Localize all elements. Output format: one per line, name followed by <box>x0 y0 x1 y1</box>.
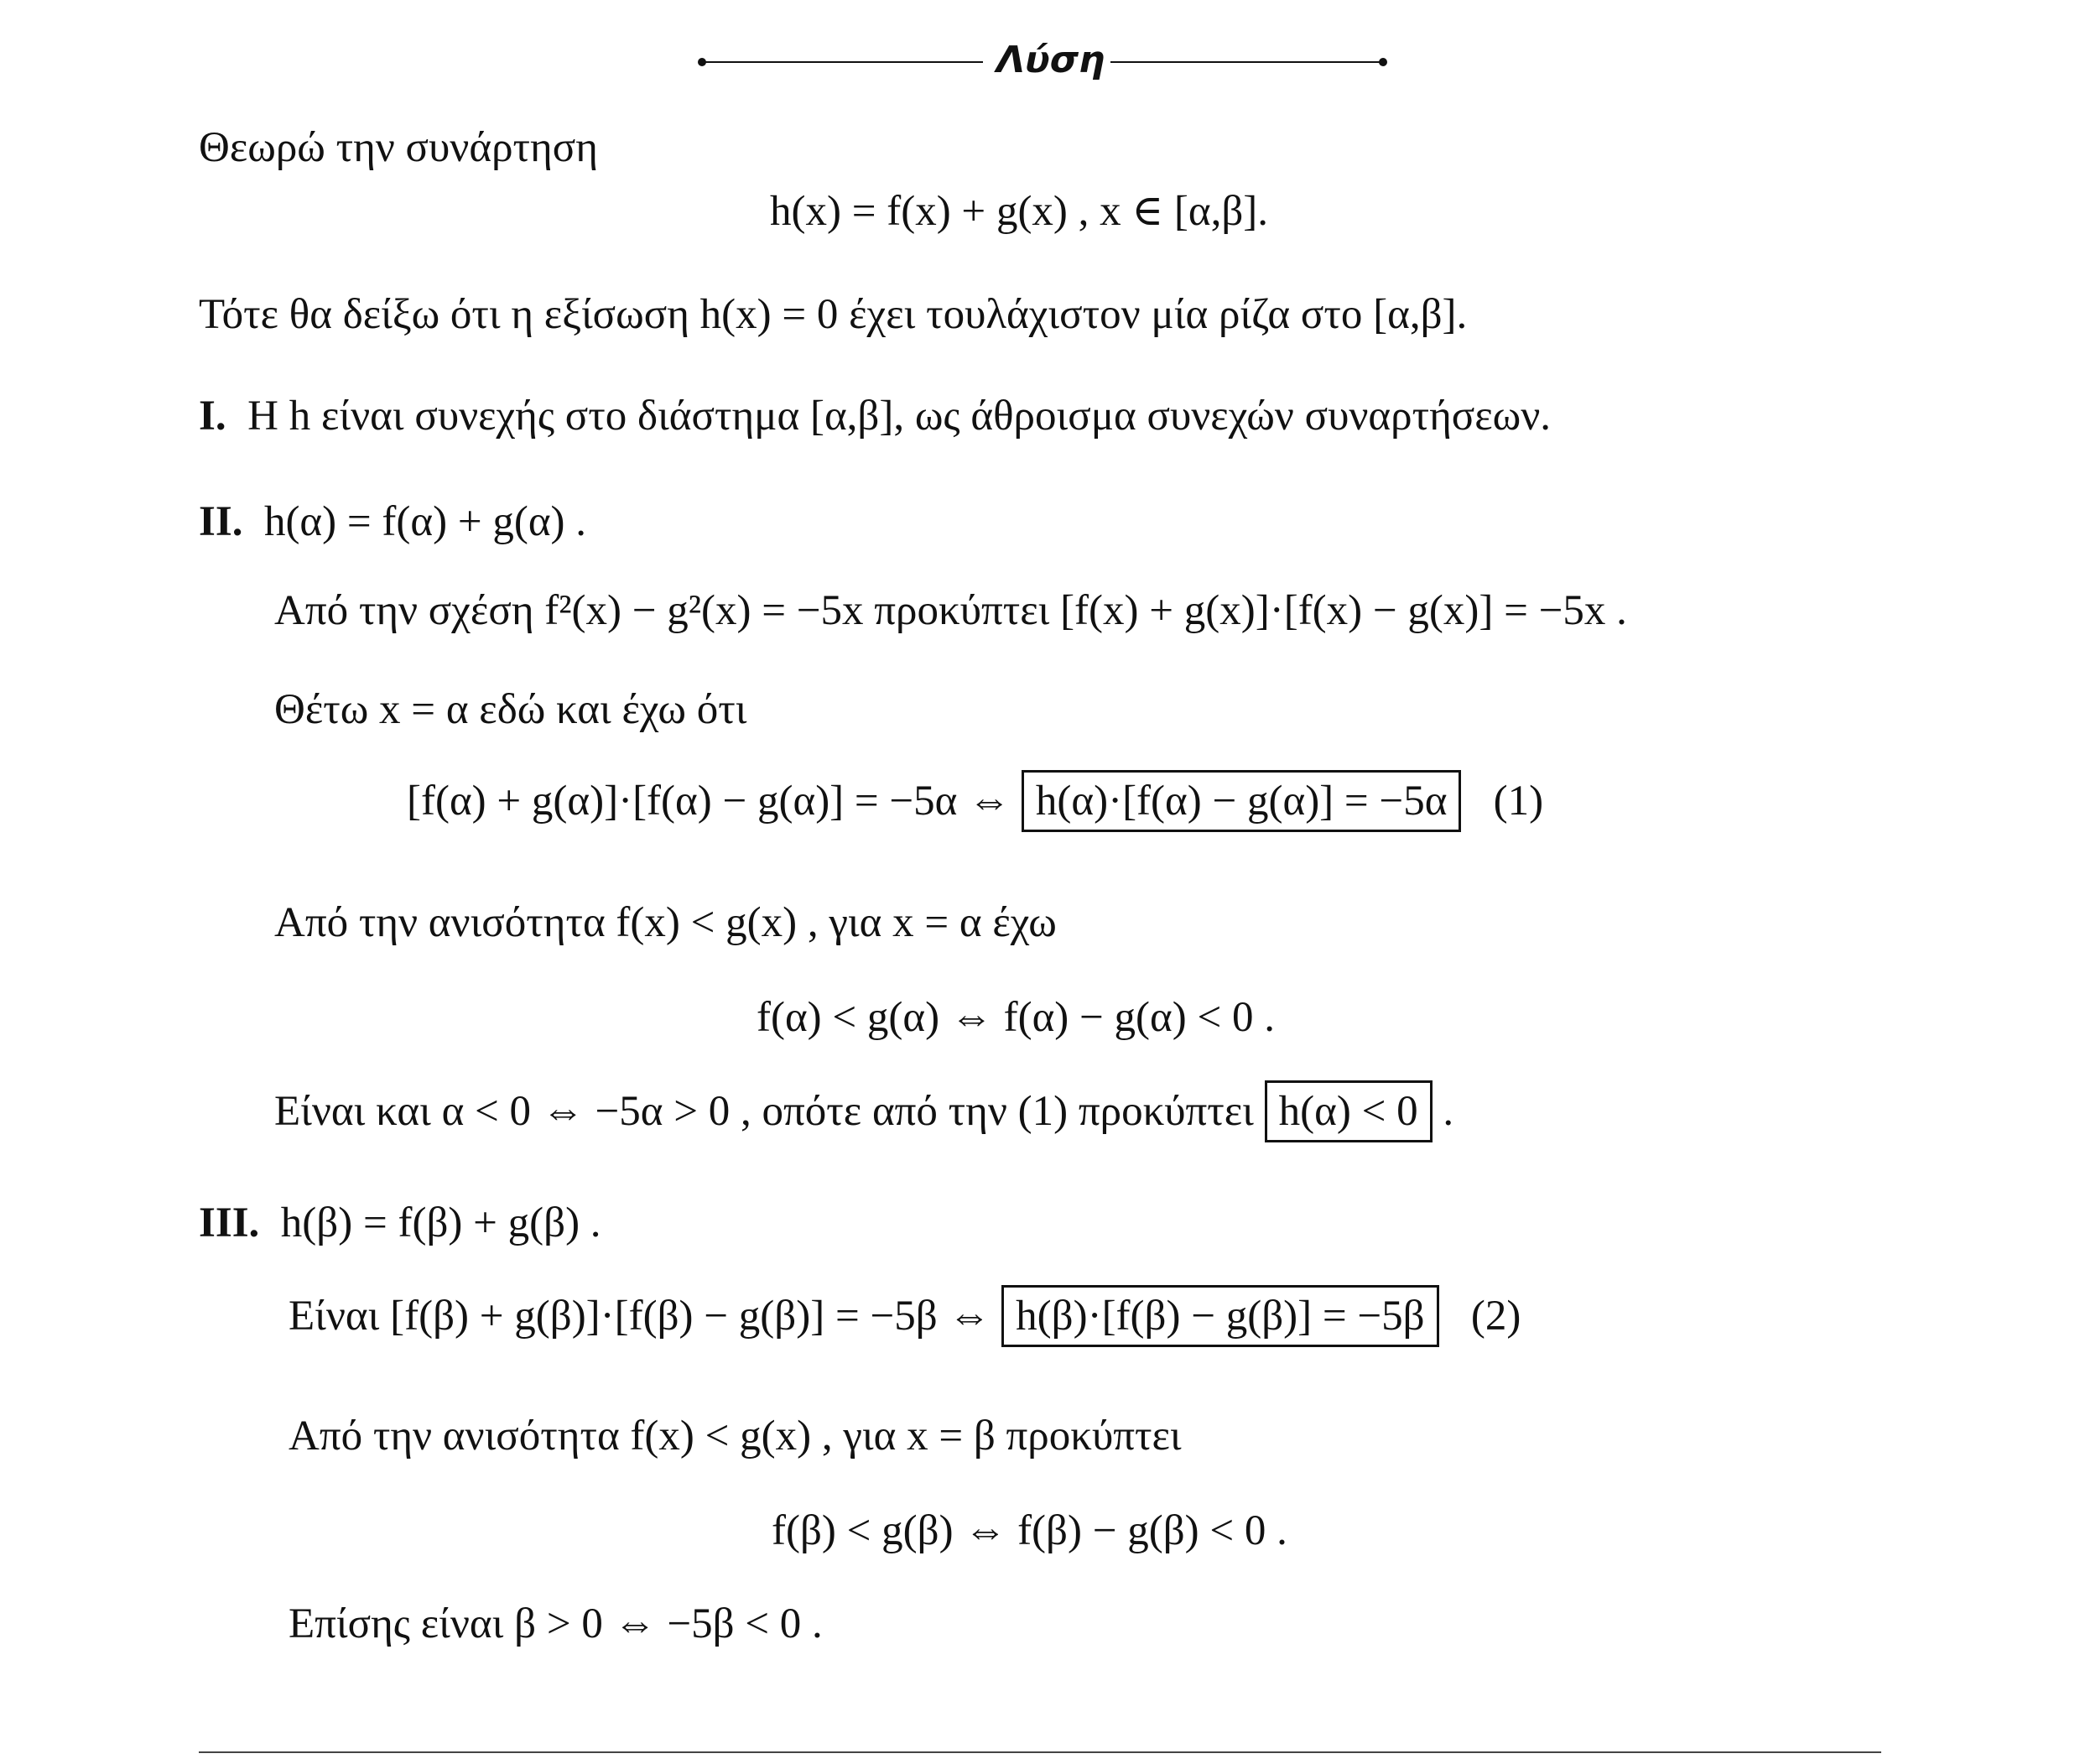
equation-tag-2: (2) <box>1470 1293 1521 1340</box>
step-two-equation <box>407 770 1543 832</box>
header-right-rule <box>1110 61 1384 63</box>
step-two-inequality: f(α) < g(α) ⇔ f(α) − g(α) < 0 . <box>757 994 1276 1041</box>
step-two-inequality-intro: Από την ανισότητα f(x) < g(x) , για x = α έχω <box>274 899 1057 946</box>
equation-tag-1: (1) <box>1493 778 1544 825</box>
step-three <box>199 1198 601 1248</box>
step-one-text: Η h είναι συνεχής στο διάστημα [α,β], ως άθροισμα συνεχών συναρτήσεων. <box>247 393 1552 440</box>
step-three-inequality: f(β) < g(β) ⇔ f(β) − g(β) < 0 . <box>772 1507 1287 1554</box>
definition-equation: h(x) = f(x) + g(x) , x ∈ [α,β]. <box>770 188 1269 235</box>
step-three-inequality-intro: Από την ανισότητα f(x) < g(x) , για x = β προκύπτει <box>289 1413 1182 1460</box>
step-two-relation: Από την σχέση f²(x) − g²(x) = −5x προκύπτει [f(x) + g(x)]·[f(x) − g(x)] = −5x . <box>274 587 1627 634</box>
solution-title: Λύση <box>996 39 1105 81</box>
step-three-sign: Επίσης είναι β > 0 ⇔ −5β < 0 . <box>289 1600 823 1647</box>
step-two-boxed-result: h(α)·[f(α) − g(α)] = −5α <box>1022 770 1462 832</box>
step-three-equation-left: Είναι [f(β) + g(β)]·[f(β) − g(β)] = −5β ⇔ <box>289 1293 991 1340</box>
step-one <box>199 391 1551 441</box>
step-three-label: III. <box>199 1199 260 1246</box>
step-three-text: h(β) = f(β) + g(β) . <box>280 1199 601 1246</box>
step-two-substitute: Θέτω x = α εδώ και έχω ότι <box>274 686 747 733</box>
step-two-boxed-sign: h(α) < 0 <box>1265 1080 1433 1142</box>
step-one-label: I. <box>199 393 226 440</box>
step-two-conclusion <box>274 1080 1453 1142</box>
step-two-conclusion-text: Είναι και α < 0 ⇔ −5α > 0 , οπότε από την (1) προκύπτει <box>274 1088 1254 1135</box>
step-three-boxed-result: h(β)·[f(β) − g(β)] = −5β <box>1001 1285 1438 1347</box>
step-three-equation <box>289 1285 1521 1347</box>
header-right-dot <box>1379 58 1387 66</box>
step-two-conclusion-end: . <box>1443 1088 1454 1135</box>
step-two-text: h(α) = f(α) + g(α) . <box>263 498 587 545</box>
header-left-rule <box>701 61 983 63</box>
intro-line: Θεωρώ την συνάρτηση <box>199 124 598 171</box>
step-two <box>199 497 586 547</box>
solution-header <box>698 35 1387 86</box>
bottom-rule <box>199 1751 1881 1753</box>
claim-line: Τότε θα δείξω ότι η εξίσωση h(x) = 0 έχει τουλάχιστον μία ρίζα στο [α,β]. <box>199 291 1468 338</box>
step-two-equation-left: [f(α) + g(α)]·[f(α) − g(α)] = −5α ⇔ <box>407 778 1011 825</box>
step-two-label: II. <box>199 498 243 545</box>
